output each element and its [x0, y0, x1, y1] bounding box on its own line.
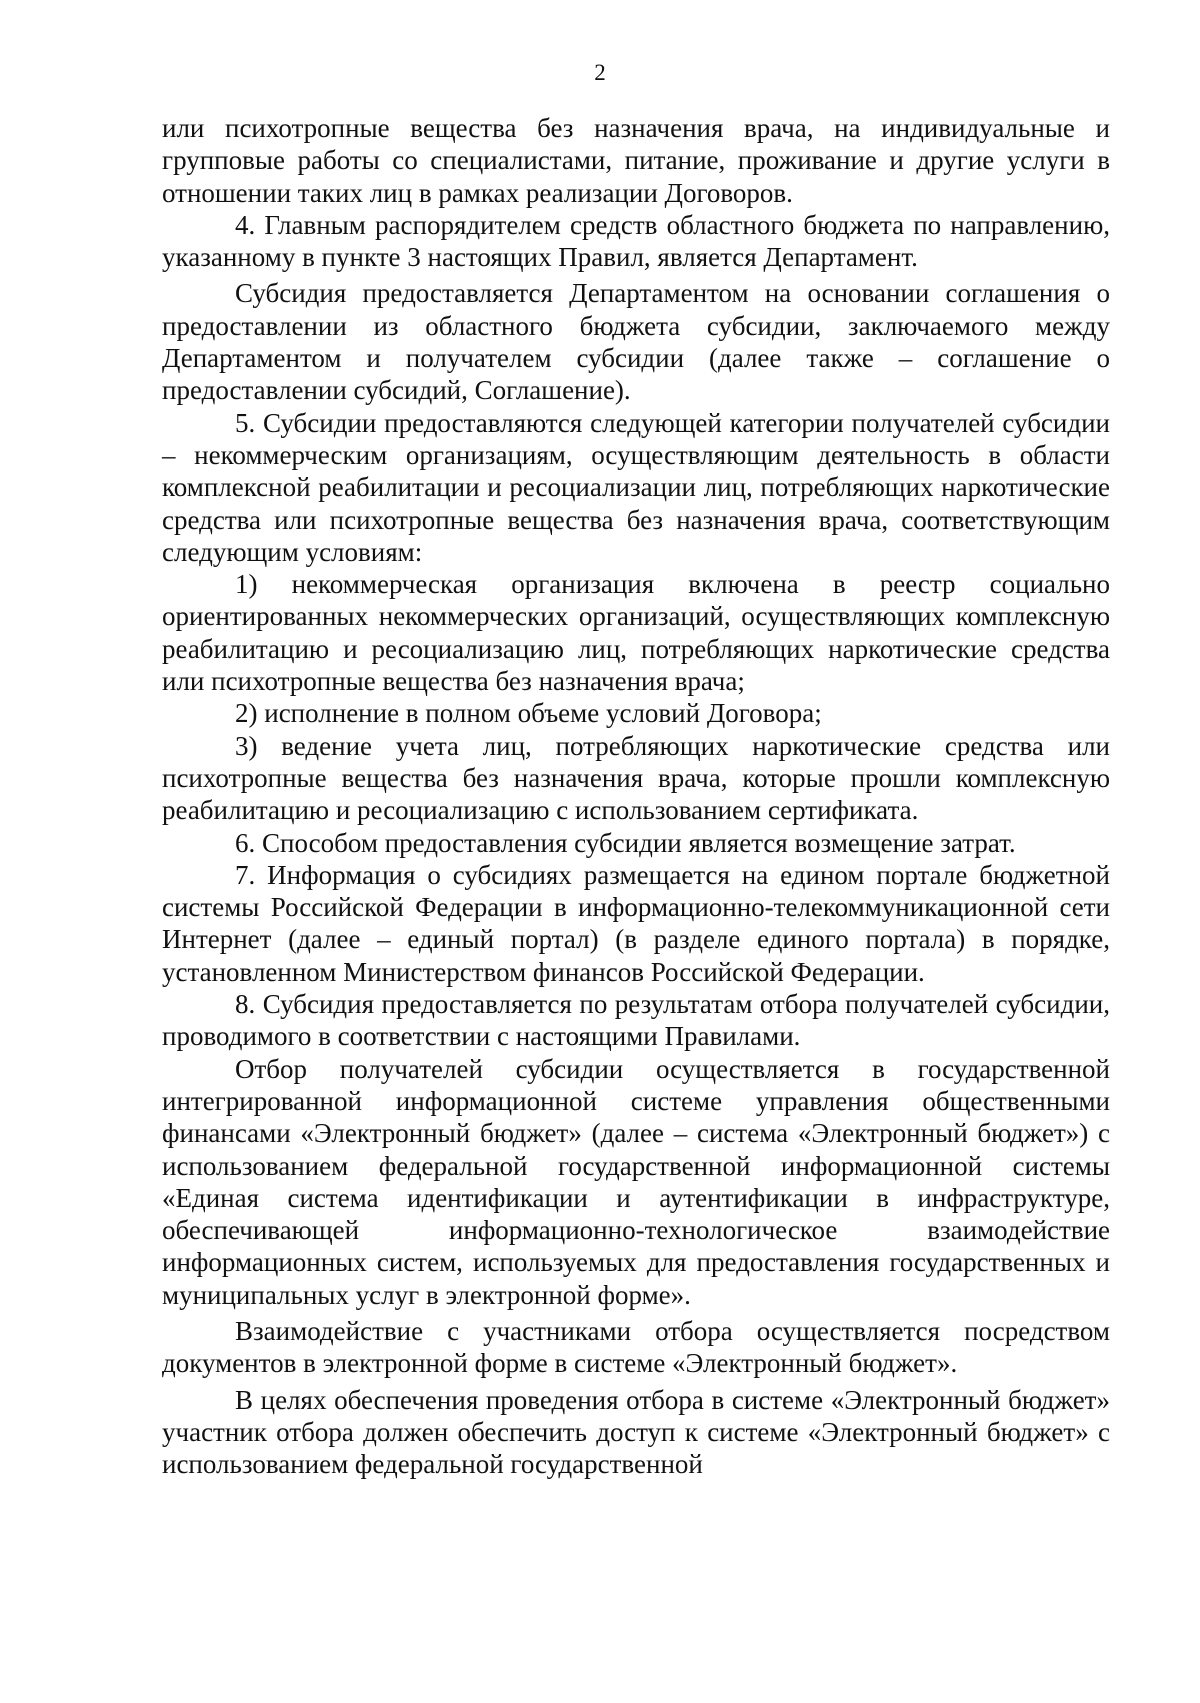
paragraph-item-8: 8. Субсидия предоставляется по результатам отбора получателей субсидии, проводимого в соответствии с настоящими Правилами.: [162, 989, 1110, 1052]
paragraph-condition-3: 3) ведение учета лиц, потребляющих наркотические средства или психотропные вещества без назначения врача, которые прошли комплексную реабилитацию и ресоциализацию с использованием сертификата.: [162, 730, 1110, 826]
paragraph-item-5: 5. Субсидии предоставляются следующей категории получателей субсидии – некоммерческим организациям, осуществляющим деятельность в области комплексной реабилитации и ресоциализации лиц, потребляющих наркотические средства или психотропные вещества без назначения врача, соответствующим следующим условиям:: [162, 407, 1110, 567]
paragraph-item-6: 6. Способом предоставления субсидии является возмещение затрат.: [235, 827, 1016, 858]
paragraph-access: В целях обеспечения проведения отбора в системе «Электронный бюджет» участник отбора должен обеспечить доступ к системе «Электронный бюджет» с использованием федеральной государственной: [162, 1384, 1110, 1480]
paragraph-selection-system: Отбор получателей субсидии осуществляется в государственной интегрированной информационной системе управления общественными финансами «Электронный бюджет» (далее – система «Электронный бюджет») с использованием федеральной государственной информационной системы «Единая система идентификации и аутентификации в инфраструктуре, обеспечивающей информационно-технологическое взаимодействие информационных систем, используемых для предоставления государственных и муниципальных услуг в электронной форме».: [162, 1053, 1110, 1310]
paragraph-condition-2: 2) исполнение в полном объеме условий Договора;: [235, 698, 822, 729]
paragraph-interaction: Взаимодействие с участниками отбора осуществляется посредством документов в электронной форме в системе «Электронный бюджет».: [162, 1315, 1110, 1379]
paragraph-continuation: или психотропные вещества без назначения врача, на индивидуальные и групповые работы со специалистами, питание, проживание и другие услуги в отношении таких лиц в рамках реализации Договоров.: [162, 113, 1110, 208]
document-body: [162, 112, 1110, 1480]
paragraph-subsidy-agreement: Субсидия предоставляется Департаментом на основании соглашения о предоставлении из областного бюджета субсидии, заключаемого между Департаментом и получателем субсидии (далее также – соглашение о предоставлении субсидий, Соглашение).: [162, 278, 1110, 406]
paragraph-item-4: 4. Главным распорядителем средств областного бюджета по направлению, указанному в пункте 3 настоящих Правил, является Департамент.: [162, 209, 1110, 273]
page-number: 2: [594, 60, 606, 85]
paragraph-item-7: 7. Информация о субсидиях размещается на едином портале бюджетной системы Российской Федерации в информационно-телекоммуникационной сети Интернет (далее – единый портал) (в разделе единого портала) в порядке, установленном Министерством финансов Российской Федерации.: [162, 859, 1110, 987]
paragraph-condition-1: 1) некоммерческая организация включена в реестр социально ориентированных некоммерческих организаций, осуществляющих комплексную реабилитацию и ресоциализацию лиц, потребляющих наркотические средства или психотропные вещества без назначения врача;: [162, 569, 1110, 697]
